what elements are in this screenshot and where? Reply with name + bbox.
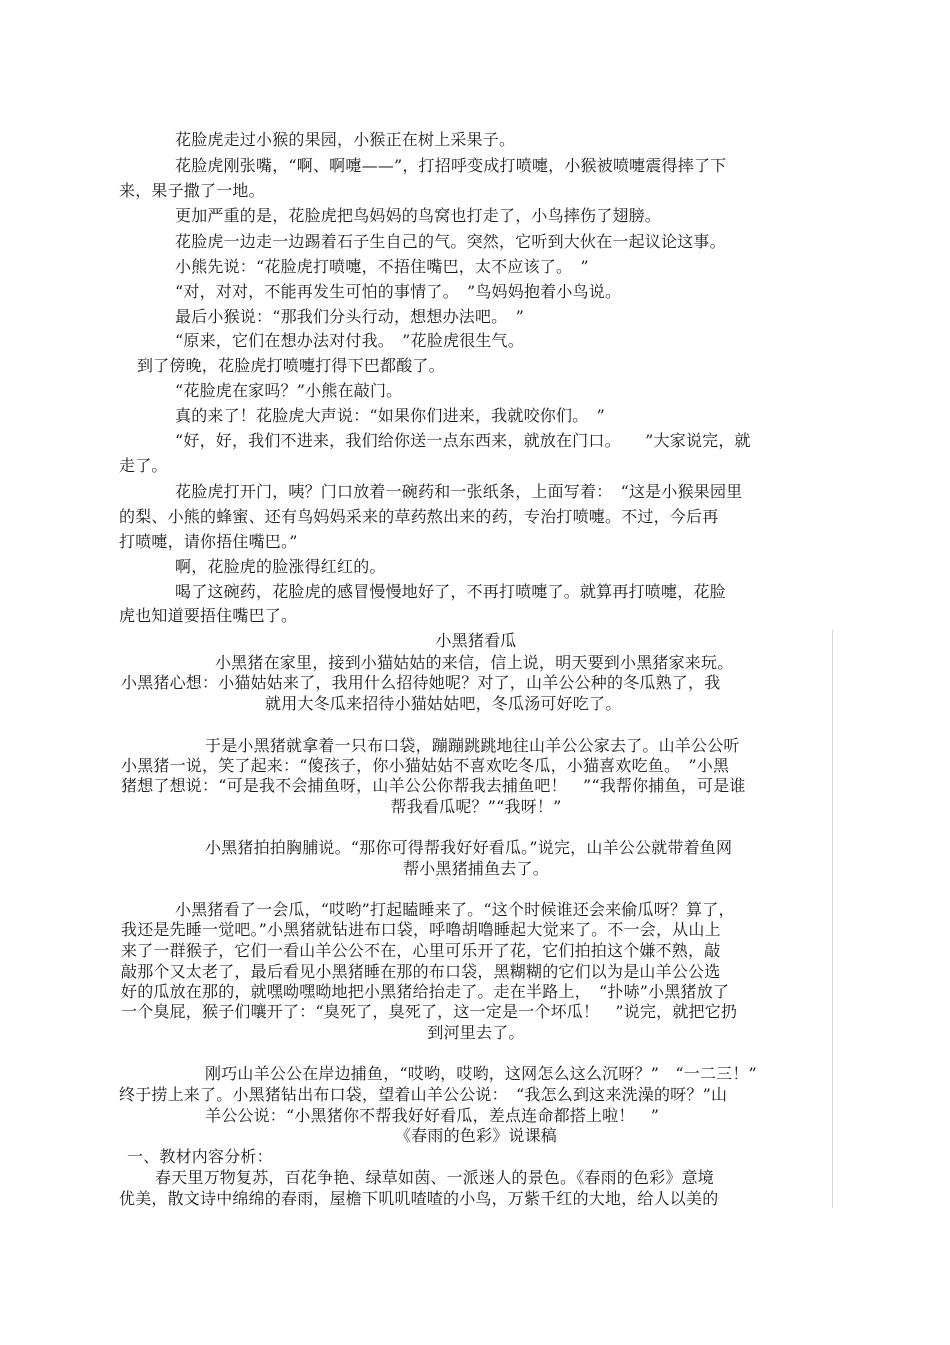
- paragraph-line: 喝了这碗药，花脸虎的感冒慢慢地好了，不再打喷嚏了。就算再打喷嚏，花脸: [175, 582, 726, 601]
- paragraph-line: 小黑猪一说，笑了起来：“傻孩子，你小猫姑姑不喜欢吃冬瓜，小猫喜欢吃鱼。 ”小黑: [121, 756, 730, 775]
- paragraph-line: 羊公公说：“小黑猪你不帮我好好看瓜，差点连命都搭上啦！ ”: [205, 1106, 660, 1125]
- paragraph-line: 刚巧山羊公公在岸边捕鱼，“哎哟，哎哟，这网怎么这么沉呀？” “一二三！”: [205, 1064, 757, 1083]
- paragraph-line: 到河里去了。: [427, 1023, 525, 1042]
- paragraph-line: “对，对对，不能再发生可怕的事情了。 ”鸟妈妈抱着小鸟说。: [175, 282, 622, 301]
- paragraph-line: 打喷嚏，请你捂住嘴巴。”: [119, 532, 298, 551]
- paragraph-line: 小黑猪在家里，接到小猫姑姑的来信，信上说，明天要到小黑猪家来玩。: [215, 653, 734, 672]
- paragraph-line: 一个臭屁，猴子们嚷开了：“臭死了，臭死了，这一定是一个坏瓜！ ”说完，就把它扔: [121, 1002, 738, 1021]
- paragraph-line: 真的来了！花脸虎大声说：“如果你们进来，我就咬你们。 ”: [175, 406, 605, 425]
- paragraph-line: 最后小猴说：“那我们分头行动，想想办法吧。 ”: [175, 307, 524, 326]
- paragraph-line: 更加严重的是，花脸虎把鸟妈妈的鸟窝也打走了，小鸟摔伤了翅膀。: [175, 206, 662, 225]
- paragraph-line: 小黑猪拍拍胸脯说。“那你可得帮我好好看瓜。”说完，山羊公公就带着鱼网: [205, 838, 733, 857]
- lesson-title: 《春雨的色彩》说课稿: [394, 1126, 557, 1145]
- paragraph-line: 终于捞上来了。小黑猪钻出布口袋，望着山羊公公说： “我怎么到这来洗澡的呀？”山: [119, 1085, 728, 1104]
- paragraph-line: 小黑猪心想：小猫姑姑来了，我用什么招待她呢？对了，山羊公公种的冬瓜熟了，我: [121, 673, 721, 692]
- paragraph-line: “好，好，我们不进来，我们给你送一点东西来，就放在门口。 ”大家说完，就: [175, 431, 751, 450]
- paragraph-line: 花脸虎刚张嘴，“啊、啊嚏——”，打招呼变成打喷嚏，小猴被喷嚏震得摔了下: [175, 156, 727, 175]
- paragraph-line: 帮我看瓜呢？”“我呀！”: [390, 797, 562, 816]
- paragraph-line: 来了一群猴子，它们一看山羊公公不在，心里可乐开了花，它们拍拍这个嫌不熟，敲: [121, 941, 721, 960]
- paragraph-line: 花脸虎一边走一边踢着石子生自己的气。突然，它听到大伙在一起议论这事。: [175, 232, 726, 251]
- paragraph-line: 帮小黑猪捕鱼去了。: [403, 859, 549, 878]
- section-heading: 一、教材内容分析：: [127, 1147, 273, 1166]
- paragraph-line: 优美，散文诗中绵绵的春雨，屋檐下叽叽喳喳的小鸟，万紫千红的大地，给人以美的: [119, 1189, 719, 1208]
- paragraph-line: 的梨、小熊的蜂蜜、还有鸟妈妈采来的草药熬出来的药，专治打喷嚏。不过，今后再: [119, 507, 719, 526]
- paragraph-line: 小熊先说：“花脸虎打喷嚏，不捂住嘴巴，太不应该了。 ”: [175, 257, 589, 276]
- story-title: 小黑猪看瓜: [435, 631, 517, 650]
- margin-rule: [832, 630, 833, 1208]
- paragraph-line: 啊，花脸虎的脸涨得红红的。: [175, 557, 386, 576]
- paragraph-line: 就用大冬瓜来招待小猫姑姑吧，冬瓜汤可好吃了。: [265, 694, 622, 713]
- paragraph-line: 虎也知道要捂住嘴巴了。: [119, 606, 298, 625]
- paragraph-line: 来，果子撒了一地。: [119, 181, 265, 200]
- paragraph-line: “花脸虎在家吗？”小熊在敲门。: [175, 381, 403, 400]
- paragraph-line: 我还是先睡一觉吧。”小黑猪就钻进布口袋，呼噜胡噜睡起大觉来了。不一会，从山上: [121, 920, 721, 939]
- paragraph-line: 猪想了想说：“可是我不会捕鱼呀，山羊公公你帮我去捕鱼吧！ ”“我帮你捕鱼，可是谁: [121, 776, 746, 795]
- paragraph-line: “原来，它们在想办法对付我。 ”花脸虎很生气。: [175, 331, 524, 350]
- paragraph-line: 于是小黑猪就拿着一只布口袋，蹦蹦跳跳地往山羊公公家去了。山羊公公听: [205, 736, 740, 755]
- paragraph-line: 走了。: [119, 456, 168, 475]
- paragraph-line: 春天里万物复苏，百花争艳、绿草如茵、一派迷人的景色。《春雨的色彩》意境: [155, 1168, 715, 1187]
- paragraph-line: 好的瓜放在那的，就嘿呦嘿呦地把小黑猪给抬走了。走在半路上， “扑哧”小黑猪放了: [121, 982, 730, 1001]
- paragraph-line: 花脸虎打开门，咦？门口放着一碗药和一张纸条，上面写着： “这是小猴果园里: [175, 482, 743, 501]
- paragraph-line: 花脸虎走过小猴的果园，小猴正在树上采果子。: [175, 130, 516, 149]
- paragraph-line: 敲那个又太老了，最后看见小黑猪睡在那的布口袋，黑糊糊的它们以为是山羊公公选: [121, 962, 721, 981]
- paragraph-line: 小黑猪看了一会瓜，“哎哟”打起瞌睡来了。“这个时候谁还会来偷瓜呀？算了，: [175, 900, 735, 919]
- paragraph-line: 到了傍晚，花脸虎打喷嚏打得下巴都酸了。: [137, 356, 445, 375]
